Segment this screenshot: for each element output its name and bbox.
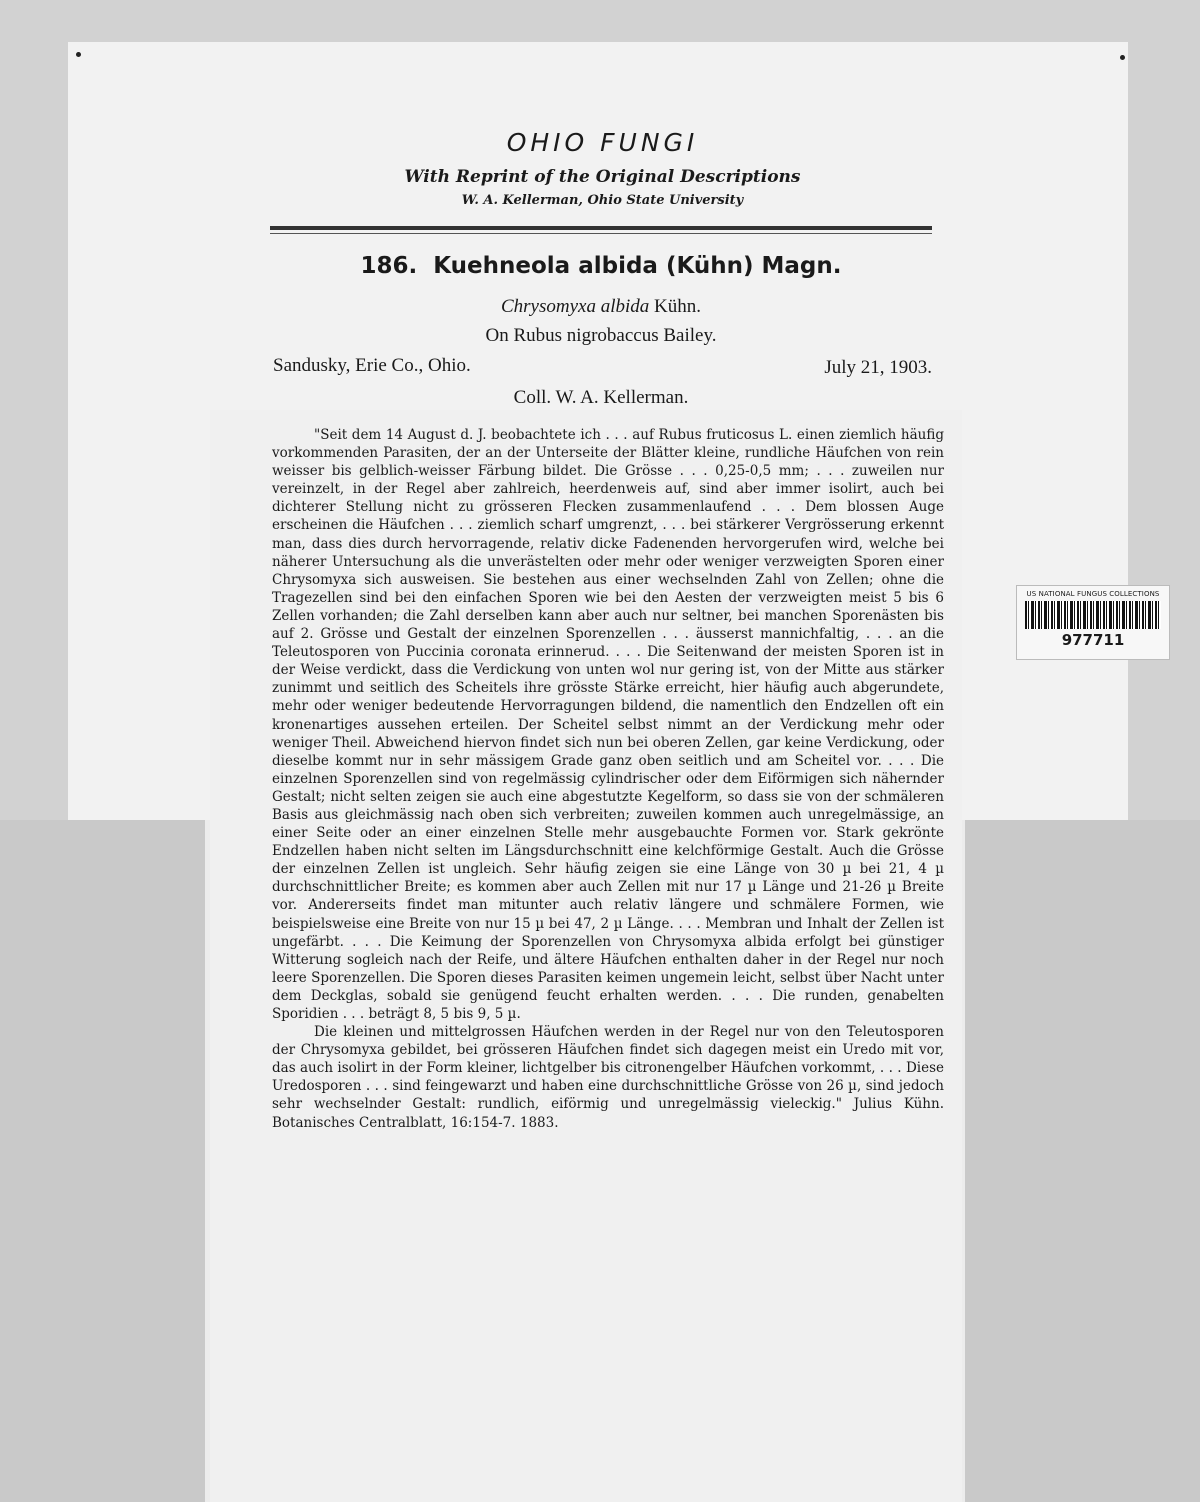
description-paragraph-1: "Seit dem 14 August d. J. beobachtete ich . . . auf Rubus fruticosus L. einen ziemlich häufig vorkommenden Parasiten, der an der Unterseite der Blätter kleine, rundliche Häufchen von rein weisser bis gelblich-weisser Färbung bildet. Die Grösse . . . 0,25-0,5 mm; . . . zuweilen nur vereinzelt, in der Regel aber zahlreich, heerdenweis auf, sind aber immer isolirt, auch bei dichterer Stellung nicht zu grösseren Flecken zusammenlaufend . . . Dem blossen Auge erscheinen die Häufchen . . . ziemlich scharf umgrenzt, . . . bei stärkerer Vergrösserung erkennt man, dass dies durch hervorragende, relativ dicke Fadenenden hervorgerufen wird, welche bei näherer Untersuchung als die unverästelten oder mehr oder weniger verzweigten Sporen einer Chrysomyxa sich ausweisen. Sie bestehen aus einer wechselnden Zahl von Zellen; ohne die Tragezellen sind bei den einfachen Sporen wie bei den Aesten der verzweigten meist 5 bis 6 Zellen vorhanden; die Zahl derselben kann aber auch nur seltner, bei manchen Sporenästen bis auf 2. Grösse und Gestalt der einzelnen Sporenzellen . . . äusserst mannichfaltig, . . . an die Teleutosporen von Puccinia coronata erinnerud. . . . Die Seitenwand der meisten Sporen ist in der Weise verdickt, dass die Verdickung von unten wol nur gering ist, von der Mitte aus stärker zunimmt und seitlich des Scheitels ihre grösste Stärke erreicht, hier häufig auch abgerundete, mehr oder weniger bedeutende Hervorragungen bildend, die namentlich den Endzellen oft ein kronenartiges aussehen erteilen. Der Scheitel selbst nimmt an der Verdickung mehr oder weniger Theil. Abweichend hiervon findet sich nun bei oberen Zellen, gar keine Verdickung, oder dieselbe kommt nur in sehr mässigem Grade ganz oben seitlich und am Scheitel vor. . . . Die einzelnen Sporenzellen sind von regelmässig cylindrischer oder dem Eiförmigen sich nähernder Gestalt; nicht selten zeigen sie auch eine abgestutzte Kegelform, so dass sie von der schmäleren Basis aus gleichmässig nach oben sich verbreiten; zuweilen kommen auch unregelmässige, an einer Seite oder an einer einzelnen Stelle mehr ausgebauchte Formen vor. Stark gekrönte Endzellen haben nicht selten im Längsdurchschnitt eine kelchförmige Gestalt. Auch die Grösse der einzelnen Zellen ist ungleich. Sehr häufig zeigen sie eine Länge von 30 µ bei 21, 4 µ durchschnittlicher Breite; es kommen aber auch Zellen mit nur 17 µ Länge und 21-26 µ Breite vor. Andererseits findet man mitunter auch relativ längere und schmälere Formen, wie beispielsweise eine Breite von nur 15 µ bei 47, 2 µ Länge. . . . Membran und Inhalt der Zellen ist ungefärbt. . . . Die Keimung der Sporenzellen von Chrysomyxa albida erfolgt bei günstiger Witterung sogleich nach der Reife, und ältere Häufchen enthalten daher in der Regel nur noch leere Sporenzellen. Die Sporen dieses Parasiten keimen ungemein leicht, selbst über Nacht unter dem Deckglas, sobald sie genügend feucht erhalten werden. . . . Die runden, genabelten Sporidien . . . beträgt 8, 5 bis 9, 5 µ.: [272, 427, 944, 1022]
pin-hole-left: [76, 52, 81, 57]
collector: Coll. W. A. Kellerman.: [513, 387, 689, 408]
species-name: Kuehneola albida (Kühn) Magn.: [433, 253, 842, 279]
barcode-institution: US NATIONAL FUNGUS COLLECTIONS: [1026, 590, 1160, 598]
barcode-number: 977711: [1061, 631, 1125, 649]
label-header: [270, 120, 935, 208]
series-subtitle: With Reprint of the Original Descriptions: [404, 167, 801, 187]
original-description: [272, 426, 944, 1132]
series-title: OHIO FUNGI: [506, 128, 699, 157]
species-heading: [270, 253, 932, 279]
pin-hole-right: [1120, 55, 1125, 60]
host-line: On Rubus nigrobaccus Bailey.: [485, 325, 717, 346]
barcode-bars: [1025, 601, 1161, 629]
collection-date: July 21, 1903.: [824, 357, 932, 378]
description-paragraph-2: Die kleinen und mittelgrossen Häufchen werden in der Regel nur von den Teleutosporen der Chrysomyxa gebildet, bei grösseren Häufchen findet sich dagegen meist ein Uredo mit vor, das auch isolirt in der Form kleiner, lichtgelber bis citronengelber Häufchen vorkommt, . . . Diese Uredosporen . . . sind feingewarzt und haben eine durchschnittliche Grösse von 26 µ, sind jedoch sehr wechselnder Gestalt: rundlich, eiförmig und unregelmässig vieleckig." Julius Kühn. Botanisches Centralblatt, 16:154-7. 1883.: [272, 1024, 944, 1131]
header-rule-thick: [270, 226, 932, 230]
header-rule-thin: [270, 233, 932, 234]
synonym-name: Chrysomyxa albida: [500, 296, 650, 317]
barcode-label: [1016, 585, 1170, 660]
entry-number: 186.: [360, 253, 418, 279]
locality: Sandusky, Erie Co., Ohio.: [273, 355, 471, 376]
series-author: W. A. Kellerman, Ohio State University: [461, 193, 744, 208]
synonym-line: [270, 296, 932, 318]
synonym-author: Kühn.: [654, 296, 702, 317]
